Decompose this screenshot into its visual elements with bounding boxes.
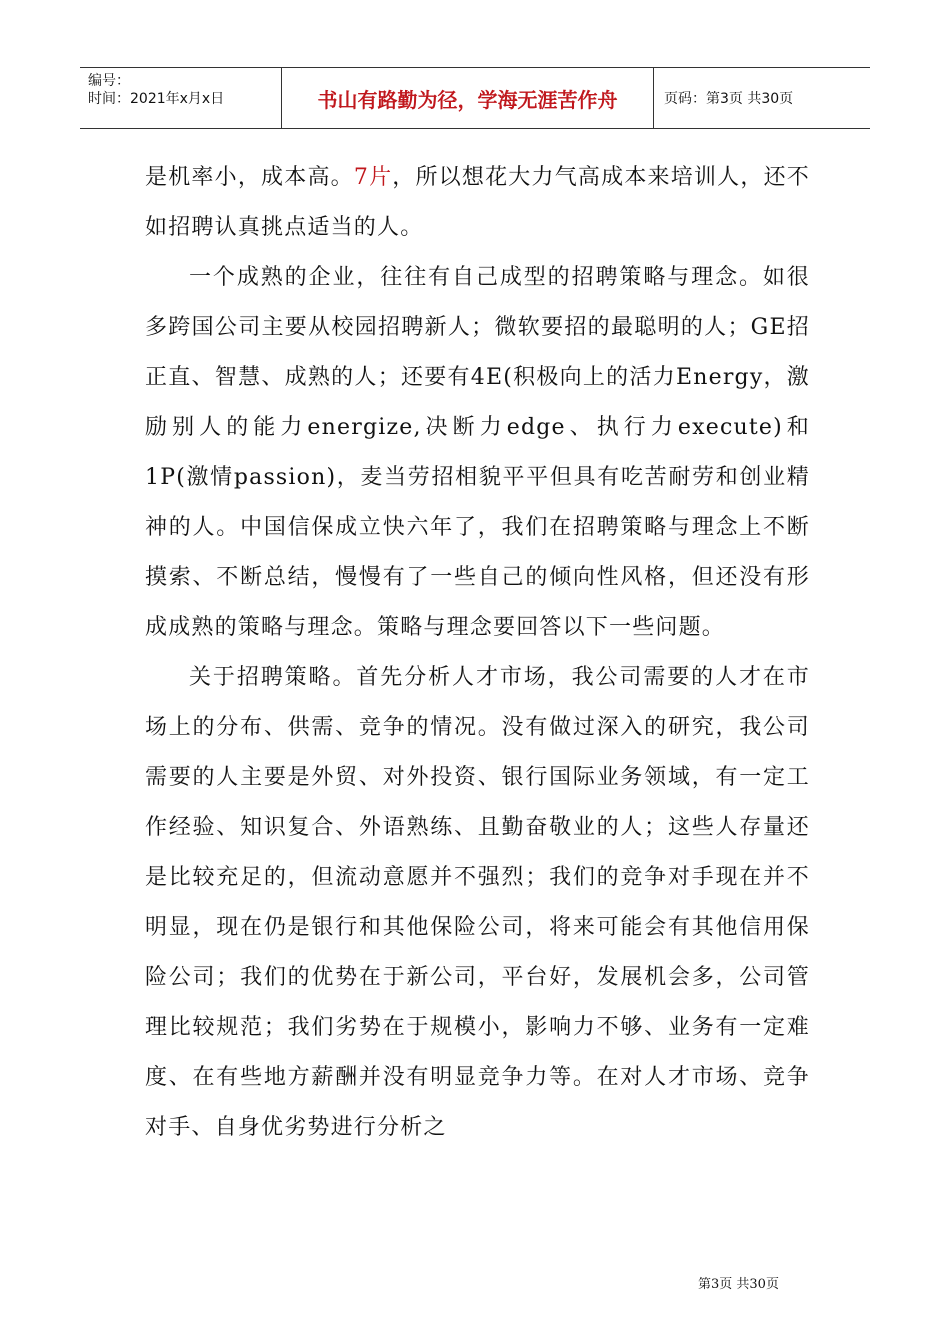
document-header	[80, 67, 870, 129]
header-motto: 书山有路勤为径，学海无涯苦作舟	[282, 68, 654, 128]
header-time-label: 时间：2021年x月x日	[88, 91, 225, 107]
document-body	[145, 153, 810, 1153]
paragraph-1	[145, 153, 810, 253]
page-footer: 第3页 共30页	[698, 1277, 779, 1292]
paragraph-1-text-b: ，所以想花大力气高成本来培训人，还不如招聘认真挑点适当的人。	[145, 165, 810, 240]
header-number-label: 编号：	[88, 73, 130, 89]
paragraph-2: 一个成熟的企业，往往有自己成型的招聘策略与理念。如很多跨国公司主要从校园招聘新人；微软要招的最聪明的人；GE招正直、智慧、成熟的人；还要有4E(积极向上的活力Energy，激励别人的能力energize,决断力edge、执行力execute)和1P(激情passion)，麦当劳招相貌平平但具有吃苦耐劳和创业精神的人。中国信保成立快六年了，我们在招聘策略与理念上不断摸索、不断总结，慢慢有了一些自己的倾向性风格，但还没有形成成熟的策略与理念。策略与理念要回答以下一些问题。	[145, 265, 810, 640]
header-page-label: 页码：第3页 共30页	[664, 91, 794, 107]
paragraph-3: 关于招聘策略。首先分析人才市场，我公司需要的人才在市场上的分布、供需、竞争的情况。没有做过深入的研究，我公司需要的人主要是外贸、对外投资、银行国际业务领域，有一定工作经验、知识复合、外语熟练、且勤奋敬业的人；这些人存量还是比较充足的，但流动意愿并不强烈；我们的竞争对手现在并不明显，现在仍是银行和其他保险公司，将来可能会有其他信用保险公司；我们的优势在于新公司，平台好，发展机会多，公司管理比较规范；我们劣势在于规模小，影响力不够、业务有一定难度、在有些地方薪酬并没有明显竞争力等。在对人才市场、竞争对手、自身优劣势进行分析之	[145, 665, 810, 1140]
paragraph-1-red-note: 7片	[353, 165, 393, 190]
paragraph-1-text-a: 是机率小，成本高。	[145, 165, 354, 190]
header-meta	[80, 68, 282, 128]
